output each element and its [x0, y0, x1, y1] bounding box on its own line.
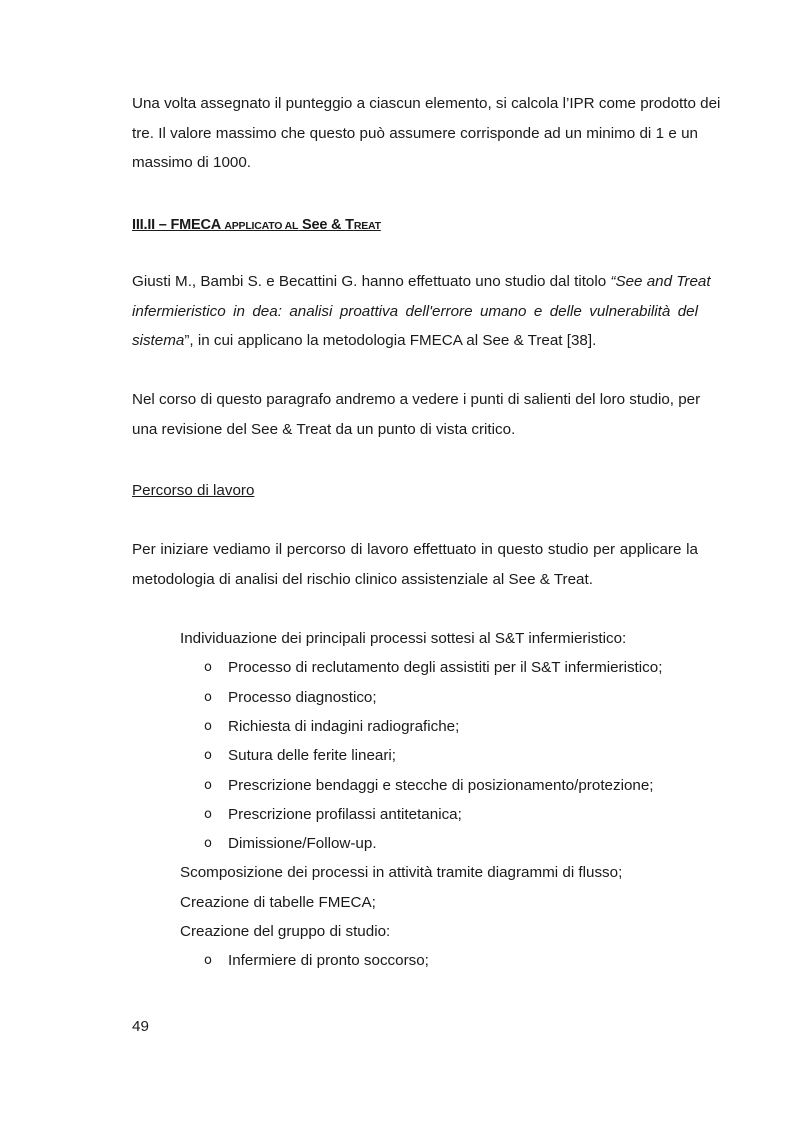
study-title-end: sistema — [132, 332, 185, 349]
circle-bullet-icon: o — [204, 718, 212, 734]
workflow-line: metodologia di analisi del rischio clinico assistenziale al See & Treat. — [132, 570, 593, 588]
circle-bullet-icon: o — [204, 953, 212, 969]
list-item-text: Scomposizione dei processi in attività tramite diagrammi di flusso; — [180, 864, 623, 882]
sub-list-item-text: Prescrizione bendaggi e stecche di posizionamento/protezione; — [228, 776, 654, 794]
study-line-1 — [132, 267, 711, 297]
subheading-percorso: Percorso di lavoro — [132, 482, 255, 499]
course-line: Nel corso di questo paragrafo andremo a vedere i punti di salienti del loro studio, per — [132, 391, 701, 408]
intro-line: Una volta assegnato il punteggio a ciascun elemento, si calcola l’IPR come prodotto dei — [132, 95, 721, 112]
heading-treat-cap: T — [345, 217, 354, 233]
heading-prefix: III.II – FMECA — [132, 217, 225, 233]
course-line: una revisione del See & Treat da un punto di vista critico. — [132, 420, 516, 438]
sub-list-item-text: Richiesta di indagini radiografiche; — [228, 717, 460, 735]
heading-smallcaps: APPLICATO AL — [224, 220, 299, 232]
study-line-2 — [132, 297, 698, 327]
intro-paragraph — [132, 89, 721, 178]
sub-list-item-text: Prescrizione profilassi antitetanica; — [228, 805, 462, 823]
list-item-text: Individuazione dei principali processi sottesi al S&T infermieristico: — [180, 630, 627, 647]
heading-see: See & — [298, 217, 346, 233]
study-line1-plain: Giusti M., Bambi S. e Becattini G. hanno effettuato uno studio dal titolo — [132, 273, 611, 290]
workflow-intro-paragraph — [132, 535, 698, 594]
study-title-middle: infermieristico in dea: analisi proattiva dell'errore umano e delle vulnerabilità del — [132, 302, 698, 320]
sub-list-item-text: Processo di reclutamento degli assistiti per il S&T infermieristico; — [228, 659, 663, 677]
section-heading — [132, 214, 381, 237]
sub-list-item-text: Processo diagnostico; — [228, 688, 377, 706]
intro-line: tre. Il valore massimo che questo può assumere corrisponde ad un minimo di 1 e un — [132, 124, 698, 142]
sub-list-item-text: Sutura delle ferite lineari; — [228, 747, 396, 765]
course-paragraph — [132, 385, 701, 444]
study-title-start: “See and Treat — [610, 273, 711, 290]
workflow-line: Per iniziare vediamo il percorso di lavoro effettuato in questo studio per applicare la — [132, 541, 698, 558]
circle-bullet-icon: o — [204, 806, 212, 822]
circle-bullet-icon: o — [204, 689, 212, 705]
study-line3-plain: ”, in cui applicano la metodologia FMECA al See & Treat [38]. — [184, 332, 597, 349]
page-number: 49 — [132, 1018, 149, 1035]
list-item-text: Creazione del gruppo di studio: — [180, 923, 391, 940]
intro-line: massimo di 1000. — [132, 154, 252, 171]
sub-list-item-text: Dimissione/Follow-up. — [228, 835, 377, 853]
circle-bullet-icon: o — [204, 777, 212, 793]
heading-treat-rest: REAT — [353, 220, 381, 232]
sub-list-item-text: Infermiere di pronto soccorso; — [228, 952, 429, 970]
study-line-3 — [132, 326, 698, 356]
study-paragraph — [132, 267, 711, 356]
list-item-text: Creazione di tabelle FMECA; — [180, 893, 376, 911]
circle-bullet-icon: o — [204, 836, 212, 852]
circle-bullet-icon: o — [204, 660, 212, 676]
circle-bullet-icon: o — [204, 748, 212, 764]
